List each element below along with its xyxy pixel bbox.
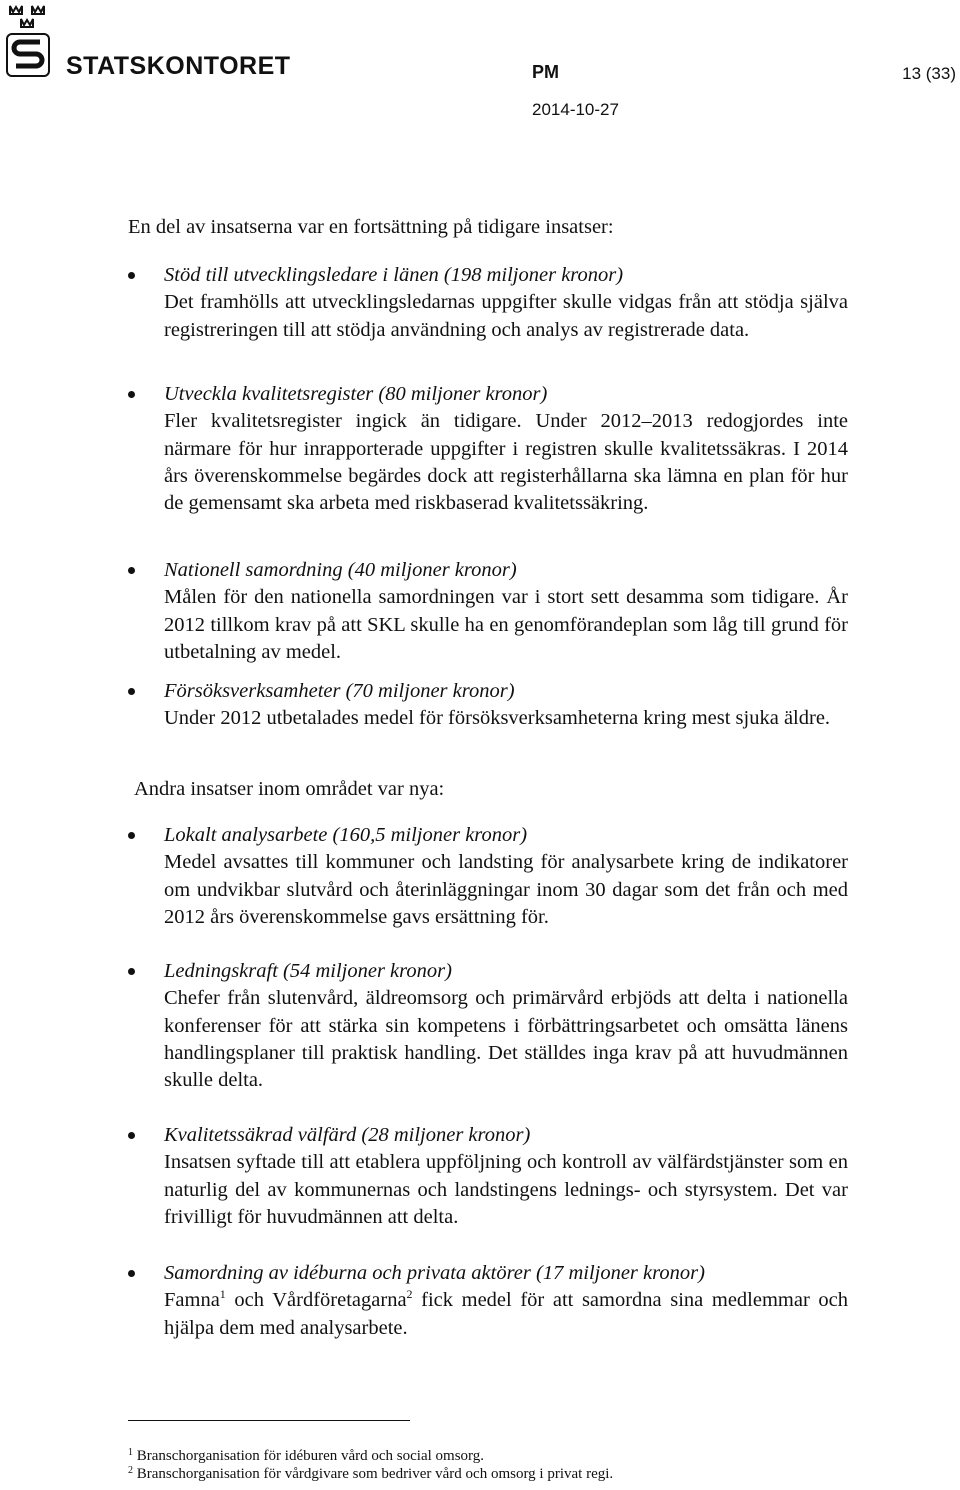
footnote-text: Branschorganisation för idéburen vård och social omsorg. [136, 1448, 485, 1464]
document-type: PM [532, 62, 559, 82]
list-item [128, 262, 848, 344]
list-item [128, 822, 848, 931]
bullet-icon [128, 688, 135, 695]
item-text: Fler kvalitetsregister ingick än tidigare. Under 2012–2013 redogjordes inte närmare för hur inrapporterade uppgifter i registren skulle kvalitetssäkras. I 2014 års överenskommelse begärdes dock att registerhållarna ska lämna en plan för hur de gemensamt ska arbeta med riskbaserad kvalitetssäkring. [164, 410, 848, 515]
item-title: Utveckla kvalitetsregister (80 miljoner kronor) [164, 383, 548, 405]
bullet-icon [128, 968, 135, 975]
item-text-part: och Vårdföretagarna [225, 1289, 407, 1312]
item-text: Målen för den nationella samordningen var i stort sett desamma som tidigare. År 2012 tillkom krav på att SKL skulle ha en genomförandeplan som låg till grund för utbetalning av medel. [164, 586, 848, 663]
item-title: Nationell samordning (40 miljoner kronor) [164, 559, 517, 581]
item-title: Kvalitetssäkrad välfärd (28 miljoner kronor) [164, 1124, 531, 1146]
item-title: Samordning av idéburna och privata aktörer (17 miljoner kronor) [164, 1262, 705, 1284]
bullet-icon [128, 391, 135, 398]
bullet-icon [128, 1270, 135, 1277]
item-text: Chefer från slutenvård, äldreomsorg och primärvård erbjöds att delta i nationella konferenser för att stärka sin kompetens i förbättringsarbetet och omsätta länens handlingsplaner till praktisk handling. Det ställdes inga krav på att huvudmännen skulle delta. [164, 987, 848, 1092]
bullet-icon [128, 567, 135, 574]
footnote [128, 1466, 613, 1483]
footnote-reference[interactable]: 1 [219, 1287, 226, 1302]
list-item [128, 1260, 848, 1342]
footnote-text: Branschorganisation för vårdgivare som bedriver vård och omsorg i privat regi. [136, 1466, 614, 1482]
page-header [0, 0, 960, 130]
item-text-part: Famna [164, 1289, 220, 1312]
footnote-number: 2 [128, 1465, 133, 1476]
item-title: Stöd till utvecklingsledare i länen (198 miljoner kronor) [164, 264, 624, 286]
list-item [128, 1122, 848, 1231]
intro-paragraph-continuing: En del av insatserna var en fortsättning på tidigare insatser: [128, 216, 614, 238]
item-title: Ledningskraft (54 miljoner kronor) [164, 960, 452, 982]
organization-logo-text: STATSKONTORET [66, 52, 291, 80]
document-date: 2014-10-27 [532, 100, 619, 119]
footnote [128, 1448, 484, 1465]
bullet-icon [128, 1132, 135, 1139]
footnote-reference[interactable]: 2 [406, 1287, 413, 1302]
item-text: Under 2012 utbetalades medel för försöksverksamheterna kring mest sjuka äldre. [164, 707, 831, 730]
list-item [128, 381, 848, 517]
list-item [128, 678, 848, 733]
bullet-icon [128, 272, 135, 279]
list-item [128, 958, 848, 1094]
item-text-part: fick medel för att samordna sina medlemmar och hjälpa dem med analysarbete. [164, 1289, 848, 1339]
intro-paragraph-new: Andra insatser inom området var nya: [134, 778, 445, 800]
bullet-icon [128, 832, 135, 839]
item-text: Insatsen syftade till att etablera uppföljning och kontroll av välfärdstjänster som en naturlig del av kommunernas och landstingens lednings- och styrsystem. Det var frivilligt för huvudmännen att delta. [164, 1151, 848, 1228]
item-title: Lokalt analysarbete (160,5 miljoner kronor) [164, 824, 528, 846]
page-number: 13 (33) [902, 64, 956, 83]
footnote-divider [128, 1420, 410, 1421]
statskontoret-crowns-logo-icon [4, 2, 54, 80]
list-item [128, 557, 848, 666]
item-title: Försöksverksamheter (70 miljoner kronor) [164, 680, 515, 702]
item-text: Det framhölls att utvecklingsledarnas uppgifter skulle vidgas från att stödja själva registreringen till att stödja användning och analys av registrerade data. [164, 291, 848, 341]
item-text: Medel avsattes till kommuner och landsting för analysarbete kring de indikatorer om undvikbar slutvård och återinläggningar inom 30 dagar som det från och med 2012 års överenskommelse gavs ersättning för. [164, 851, 848, 928]
footnote-number: 1 [128, 1447, 133, 1458]
